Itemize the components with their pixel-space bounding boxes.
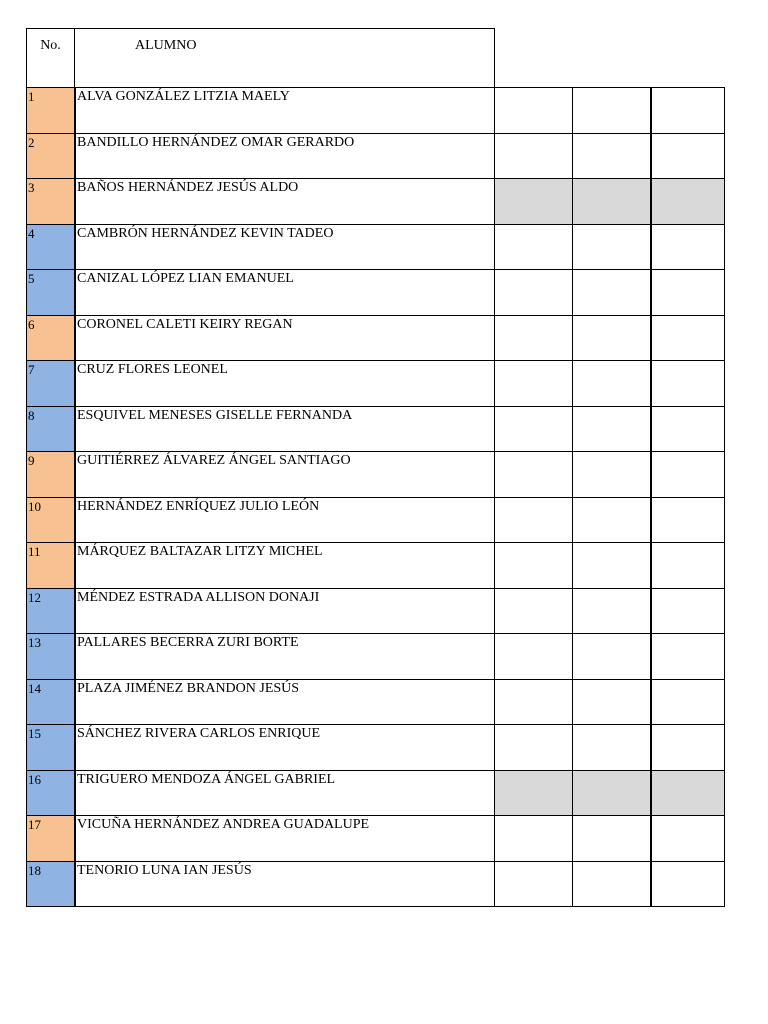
empty-cell-2 — [572, 178, 651, 224]
student-name: BANDILLO HERNÁNDEZ OMAR GERARDO — [74, 133, 495, 179]
student-name: CRUZ FLORES LEONEL — [74, 360, 495, 406]
student-number: 7 — [26, 360, 75, 406]
empty-cell-1 — [494, 87, 573, 133]
empty-cell-1 — [494, 542, 573, 588]
student-name: SÁNCHEZ RIVERA CARLOS ENRIQUE — [74, 724, 495, 770]
student-number: 1 — [26, 87, 75, 133]
student-name: MÁRQUEZ BALTAZAR LITZY MICHEL — [74, 542, 495, 588]
table-row — [26, 360, 725, 406]
empty-cell-3 — [650, 724, 725, 770]
empty-cell-1 — [494, 724, 573, 770]
empty-cell-2 — [572, 679, 651, 725]
table-header — [26, 28, 495, 87]
empty-cell-1 — [494, 133, 573, 179]
student-name: TRIGUERO MENDOZA ÁNGEL GABRIEL — [74, 770, 495, 816]
empty-cell-2 — [572, 360, 651, 406]
student-number: 13 — [26, 633, 75, 679]
student-number: 8 — [26, 406, 75, 452]
table-row — [26, 497, 725, 543]
student-number: 9 — [26, 451, 75, 497]
empty-cell-1 — [494, 315, 573, 361]
empty-cell-3 — [650, 497, 725, 543]
empty-cell-1 — [494, 815, 573, 861]
student-name: ALVA GONZÁLEZ LITZIA MAELY — [74, 87, 495, 133]
empty-cell-1 — [494, 588, 573, 634]
student-name: PALLARES BECERRA ZURI BORTE — [74, 633, 495, 679]
empty-cell-2 — [572, 633, 651, 679]
empty-cell-3 — [650, 87, 725, 133]
empty-cell-2 — [572, 724, 651, 770]
table-row — [26, 633, 725, 679]
empty-cell-3 — [650, 269, 725, 315]
student-number: 3 — [26, 178, 75, 224]
student-name: ESQUIVEL MENESES GISELLE FERNANDA — [74, 406, 495, 452]
empty-cell-2 — [572, 406, 651, 452]
student-number: 16 — [26, 770, 75, 816]
table-bottom-border — [26, 906, 725, 907]
empty-cell-2 — [572, 315, 651, 361]
student-name: GUITIÉRREZ ÁLVAREZ ÁNGEL SANTIAGO — [74, 451, 495, 497]
empty-cell-3 — [650, 451, 725, 497]
empty-cell-3 — [650, 633, 725, 679]
empty-cell-1 — [494, 861, 573, 907]
empty-cell-2 — [572, 451, 651, 497]
table-row — [26, 315, 725, 361]
empty-cell-1 — [494, 679, 573, 725]
empty-cell-3 — [650, 770, 725, 816]
student-name: HERNÁNDEZ ENRÍQUEZ JULIO LEÓN — [74, 497, 495, 543]
empty-cell-3 — [650, 133, 725, 179]
table-row — [26, 178, 725, 224]
empty-cell-2 — [572, 770, 651, 816]
empty-cell-2 — [572, 588, 651, 634]
empty-cell-1 — [494, 178, 573, 224]
empty-cell-3 — [650, 315, 725, 361]
table-row — [26, 542, 725, 588]
empty-cell-3 — [650, 406, 725, 452]
empty-cell-2 — [572, 269, 651, 315]
empty-cell-1 — [494, 224, 573, 270]
empty-cell-3 — [650, 542, 725, 588]
student-name: CORONEL CALETI KEIRY REGAN — [74, 315, 495, 361]
empty-cell-1 — [494, 406, 573, 452]
empty-cell-3 — [650, 679, 725, 725]
table-row — [26, 770, 725, 816]
student-name: TENORIO LUNA IAN JESÚS — [74, 861, 495, 907]
empty-cell-1 — [494, 451, 573, 497]
student-number: 2 — [26, 133, 75, 179]
student-number: 14 — [26, 679, 75, 725]
empty-cell-3 — [650, 178, 725, 224]
student-number: 11 — [26, 542, 75, 588]
student-name: MÉNDEZ ESTRADA ALLISON DONAJI — [74, 588, 495, 634]
table-row — [26, 815, 725, 861]
empty-cell-2 — [572, 133, 651, 179]
empty-cell-2 — [572, 224, 651, 270]
student-number: 17 — [26, 815, 75, 861]
empty-cell-2 — [572, 497, 651, 543]
table-row — [26, 451, 725, 497]
table-row — [26, 269, 725, 315]
header-number-label: No. — [27, 29, 75, 88]
table-row — [26, 87, 725, 133]
empty-cell-3 — [650, 224, 725, 270]
empty-cell-2 — [572, 87, 651, 133]
table-row — [26, 224, 725, 270]
empty-cell-1 — [494, 770, 573, 816]
empty-cell-1 — [494, 269, 573, 315]
empty-cell-2 — [572, 815, 651, 861]
empty-cell-2 — [572, 542, 651, 588]
empty-cell-3 — [650, 360, 725, 406]
table-row — [26, 406, 725, 452]
table-row — [26, 588, 725, 634]
empty-cell-3 — [650, 815, 725, 861]
table-row — [26, 133, 725, 179]
student-name: BAÑOS HERNÁNDEZ JESÚS ALDO — [74, 178, 495, 224]
table-row — [26, 679, 725, 725]
student-number: 4 — [26, 224, 75, 270]
empty-cell-2 — [572, 861, 651, 907]
student-number: 12 — [26, 588, 75, 634]
empty-cell-3 — [650, 861, 725, 907]
student-number: 6 — [26, 315, 75, 361]
empty-cell-1 — [494, 633, 573, 679]
student-name: PLAZA JIMÉNEZ BRANDON JESÚS — [74, 679, 495, 725]
table-row — [26, 724, 725, 770]
student-name: CANIZAL LÓPEZ LIAN EMANUEL — [74, 269, 495, 315]
student-number: 15 — [26, 724, 75, 770]
empty-cell-1 — [494, 497, 573, 543]
header-student-label: ALUMNO — [135, 38, 197, 53]
student-number: 18 — [26, 861, 75, 907]
student-name: VICUÑA HERNÁNDEZ ANDREA GUADALUPE — [74, 815, 495, 861]
table-row — [26, 861, 725, 907]
student-name: CAMBRÓN HERNÁNDEZ KEVIN TADEO — [74, 224, 495, 270]
empty-cell-1 — [494, 360, 573, 406]
student-number: 10 — [26, 497, 75, 543]
empty-cell-3 — [650, 588, 725, 634]
student-number: 5 — [26, 269, 75, 315]
